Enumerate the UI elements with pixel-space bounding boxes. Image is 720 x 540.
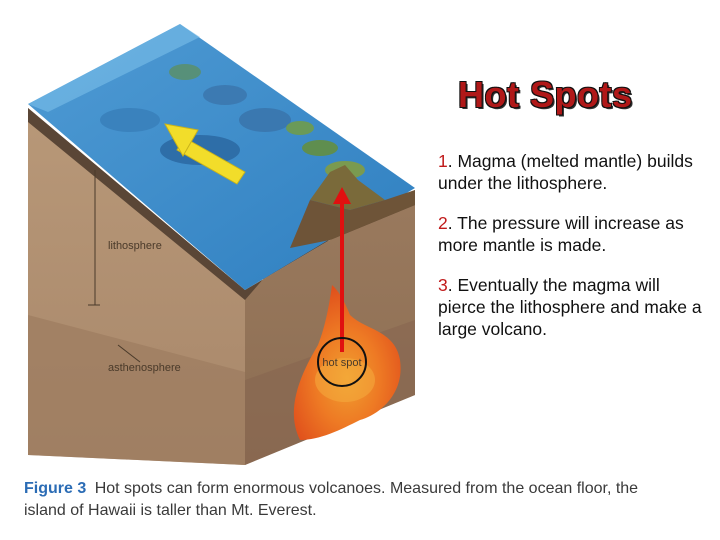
numbered-points [438,150,708,358]
lithosphere-label: lithosphere [108,240,162,252]
point-number: 2 [438,213,448,233]
hot-spot-label: hot spot [322,357,362,369]
point-item [438,150,708,194]
caption-text: Hot spots can form enormous volcanoes. Measured from the ocean floor, the island of Hawaii is taller than Mt. Everest. [24,480,639,519]
figure-caption [24,478,664,522]
point-text: . The pressure will increase as more mantle is made. [438,213,684,255]
point-text: . Magma (melted mantle) builds under the lithosphere. [438,151,693,193]
point-text: . Eventually the magma will pierce the lithosphere and make a large volcano. [438,275,702,339]
figure-number: Figure 3 [24,480,87,497]
asthenosphere-label: asthenosphere [108,362,181,374]
point-item [438,274,708,340]
point-item [438,212,708,256]
point-number: 3 [438,275,448,295]
point-number: 1 [438,151,448,171]
page-title: Hot Spots [458,74,633,115]
